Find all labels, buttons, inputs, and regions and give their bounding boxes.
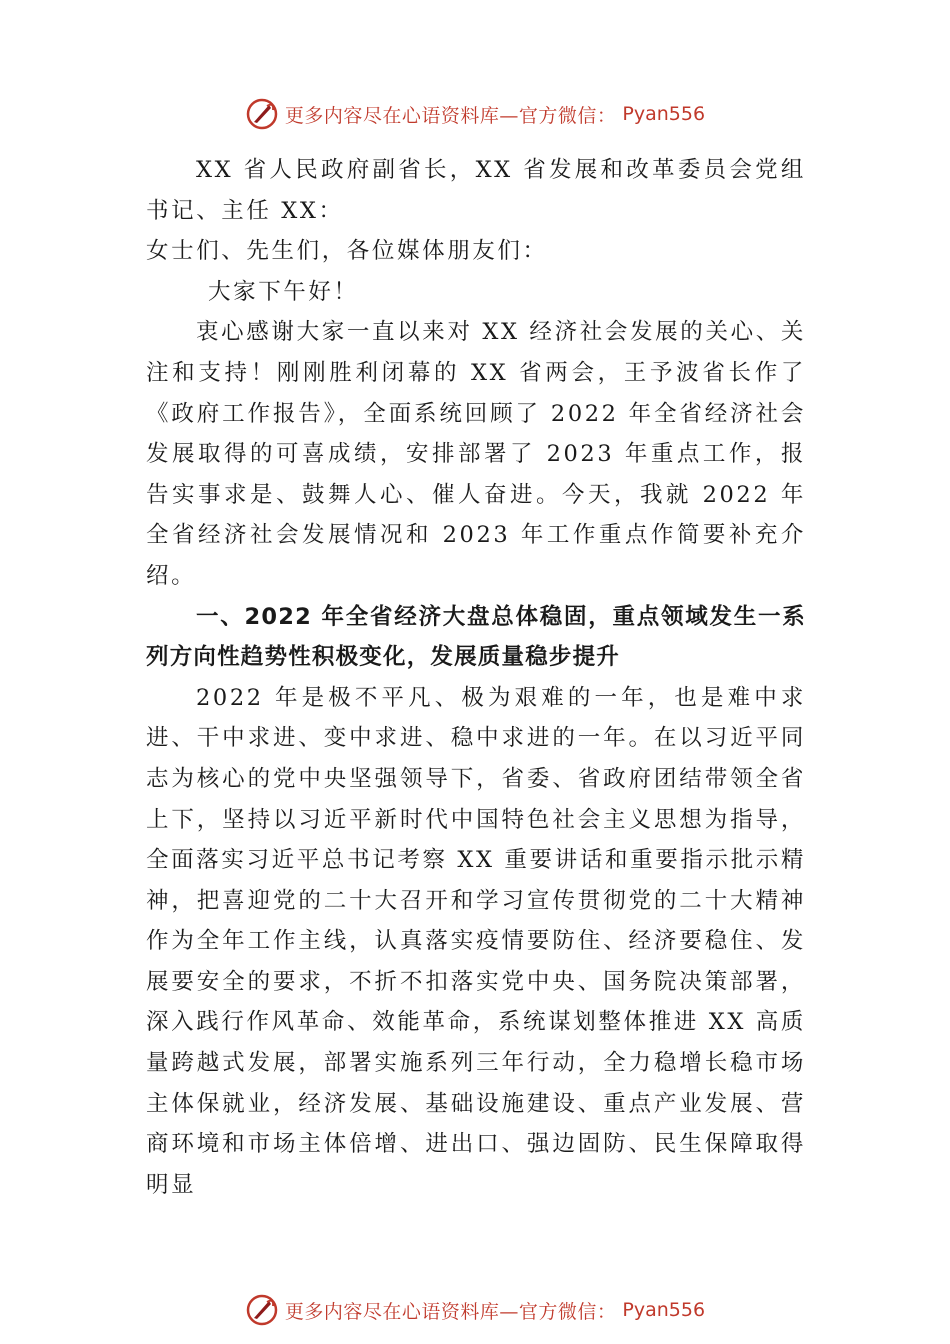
watermark-wechat-id: Pyan556 <box>622 103 706 125</box>
section-1-paragraph: 2022 年是极不平凡、极为艰难的一年，也是难中求进、干中求进、变中求进、稳中求进的一年。在以习近平同志为核心的党中央坚强领导下，省委、省政府团结带领全省上下，坚持以习近平新时代中国特色社会主义思想为指导，全面落实习近平总书记考察 XX 重要讲话和重要指示批示精神，把喜迎党的二十大召开和学习宣传贯彻党的二十大精神作为全年工作主线，认真落实疫情要防住、经济要稳住、发展要安全的要求，不折不扣落实党中央、国务院决策部署，深入践行作风革命、效能革命，系统谋划整体推进 XX 高质量跨越式发展，部署实施系列三年行动，全力稳增长稳市场主体保就业，经济发展、基础设施建设、重点产业发展、营商环境和市场主体倍增、进出口、强边固防、民生保障取得明显 <box>146 684 806 1198</box>
watermark-text: 更多内容尽在心语资料库—官方微信： <box>284 104 617 127</box>
greeting: 大家下午好！ <box>208 278 359 305</box>
quill-circle-logo-icon <box>245 97 279 131</box>
intro-paragraph: 衷心感谢大家一直以来对 XX 经济社会发展的关心、关注和支持！刚刚胜利闭幕的 XX 省两会，王予波省长作了《政府工作报告》，全面系统回顾了 2022 年全省经济社会发展取得的可喜成绩，安排部署了 2023 年重点工作，报告实事求是、鼓舞人心、催人奋进。今天，我就 2022 年全省经济社会发展情况和 2023 年工作重点作简要补充介绍。 <box>146 319 806 589</box>
salutation-audience: 女士们、先生们，各位媒体朋友们： <box>146 238 548 265</box>
watermark-footer <box>0 1290 950 1330</box>
watermark-text: 更多内容尽在心语资料库—官方微信： <box>284 1300 617 1323</box>
watermark-wechat-id: Pyan556 <box>622 1299 706 1321</box>
quill-circle-logo-icon <box>245 1293 279 1327</box>
section-1-heading: 一、2022 年全省经济大盘总体稳固，重点领域发生一系列方向性趋势性积极变化，发展质量稳步提升 <box>146 603 806 671</box>
salutation-officials: XX 省人民政府副省长，XX 省发展和改革委员会党组书记、主任 XX： <box>146 157 806 224</box>
watermark-header <box>0 94 950 134</box>
document-body <box>146 150 806 1205</box>
